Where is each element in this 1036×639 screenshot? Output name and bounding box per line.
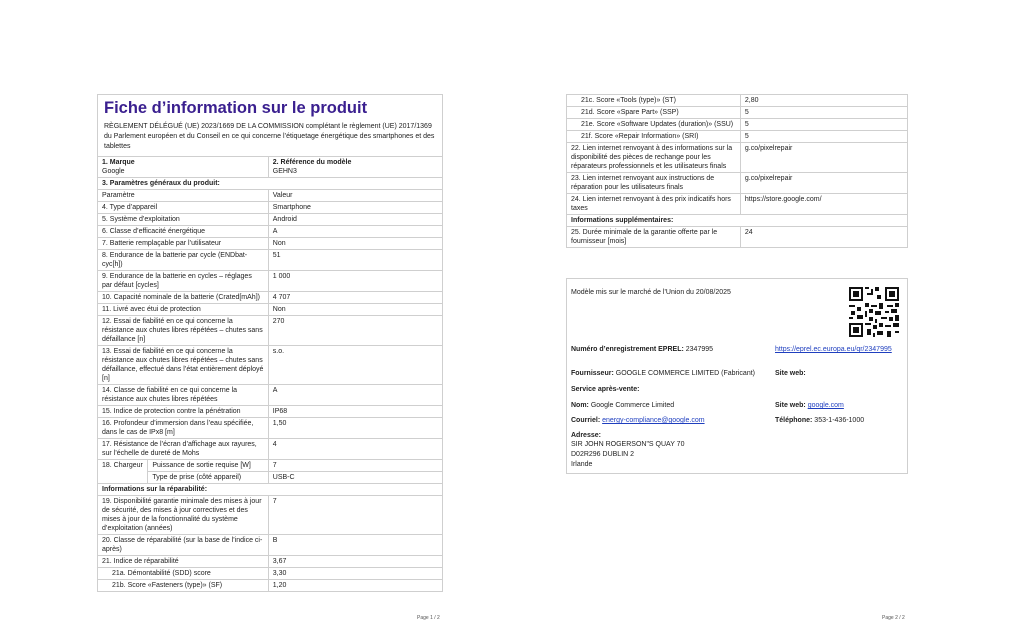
service-name: Nom: Google Commerce Limited — [571, 402, 675, 409]
eprel-number: 2347995 — [685, 346, 714, 353]
row-label: 23. Lien internet renvoyant aux instructions de réparation pour les utilisateurs finals — [567, 173, 740, 194]
table-row — [567, 143, 907, 173]
value-header: Valeur — [268, 190, 442, 202]
row-value: 24 — [740, 227, 907, 248]
eprel-link[interactable]: https://eprel.ec.europa.eu/qr/2347995 — [775, 346, 892, 353]
row-value: g.co/pixelrepair — [740, 173, 907, 194]
table-row — [567, 131, 907, 143]
row-label: 13. Essai de fiabilité en ce qui concerne la résistance aux chutes libres répétées – chutes sans défaillance, effectué dans l’état entièrement déployé [n] — [98, 346, 268, 385]
section-repairability: Informations sur la réparabilité: — [98, 484, 442, 496]
service-website: Site web: google.com — [775, 402, 844, 409]
table-row — [567, 119, 907, 131]
row-label: 12. Essai de fiabilité en ce qui concerne la résistance aux chutes libres répétées – chutes sans défaillance [n] — [98, 316, 268, 346]
charger-table — [98, 460, 442, 483]
table-row — [98, 439, 442, 460]
row-label: 9. Endurance de la batterie en cycles – réglages par défaut [cycles] — [98, 271, 268, 292]
charger-label: 18. Chargeur — [102, 462, 143, 469]
table-row — [98, 472, 442, 484]
row-value: Android — [268, 214, 442, 226]
supplier: Fournisseur: GOOGLE COMMERCE LIMITED (Fabricant) — [571, 370, 755, 377]
regulation-subtitle: RÈGLEMENT DÉLÉGUÉ (UE) 2023/1669 DE LA COMMISSION complétant le règlement (UE) 2017/1369 du Parlement européen et du Conseil en ce qui concerne l’étiquetage énergétique des smartphones et des tablettes — [104, 123, 435, 150]
row-value: 5 — [740, 119, 907, 131]
row-label: 11. Livré avec étui de protection — [98, 304, 268, 316]
product-info-sheet-page-2 — [566, 94, 908, 248]
row-value: Non — [268, 304, 442, 316]
service-phone: Téléphone: 353-1-436-1000 — [775, 417, 865, 424]
row-value: 5 — [740, 131, 907, 143]
table-row — [98, 292, 442, 304]
service-email: Courriel: energy-compliance@google.com — [571, 417, 705, 424]
market-date: Modèle mis sur le marché de l’Union du 20/08/2025 — [571, 289, 731, 296]
page-number-2: Page 2 / 2 — [882, 615, 905, 621]
row-value: 1,50 — [268, 418, 442, 439]
table-row — [98, 385, 442, 406]
table-row — [98, 214, 442, 226]
row-value: 2,80 — [740, 95, 907, 107]
row-label: 15. Indice de protection contre la pénétration — [98, 406, 268, 418]
row-label: 17. Résistance de l’écran d’affichage aux rayures, sur l’échelle de dureté de Mohs — [98, 439, 268, 460]
supplier-website: Site web: — [775, 370, 806, 377]
product-info-sheet-page-1 — [97, 94, 443, 592]
table-row — [98, 535, 442, 556]
model-label: 2. Référence du modèle GEHN3 — [268, 157, 442, 178]
row-value: 1 000 — [268, 271, 442, 292]
table-row — [98, 316, 442, 346]
table-row — [98, 304, 442, 316]
table-row — [98, 496, 442, 535]
row-value: Smartphone — [268, 202, 442, 214]
row-value: https://store.google.com/ — [740, 194, 907, 215]
service-name-value: Google Commerce Limited — [590, 402, 675, 409]
table-row — [98, 157, 442, 178]
row-value: 270 — [268, 316, 442, 346]
row-value: IP68 — [268, 406, 442, 418]
address-line-1: SIR JOHN ROGERSON"S QUAY 70 — [571, 441, 685, 448]
charger-power-label: Puissance de sortie requise [W] — [148, 460, 268, 472]
row-value: A — [268, 385, 442, 406]
row-label: 22. Lien internet renvoyant à des informations sur la disponibilité des pièces de rechange pour les réparateurs professionnels et les utilisateurs finals — [567, 143, 740, 173]
row-value: 3,30 — [268, 568, 442, 580]
brand-value: Google — [102, 168, 125, 175]
address-line-3: Irlande — [571, 461, 593, 468]
repairability-table-continued — [567, 95, 907, 247]
table-row — [567, 95, 907, 107]
row-label: 21f. Score «Repair Information» (SRI) — [567, 131, 740, 143]
row-label: 21c. Score «Tools (type)» (ST) — [581, 97, 676, 104]
row-label: 6. Classe d’efficacité énergétique — [98, 226, 268, 238]
address-line-2: D02R296 DUBLIN 2 — [571, 451, 635, 458]
row-value: 7 — [268, 496, 442, 535]
table-row — [98, 226, 442, 238]
table-row — [98, 250, 442, 271]
row-value: 4 — [268, 439, 442, 460]
table-row — [567, 173, 907, 194]
qr-code-icon — [849, 287, 899, 337]
row-label: 5. Système d’exploitation — [98, 214, 268, 226]
product-parameters-table — [98, 157, 442, 591]
supplier-value: GOOGLE COMMERCE LIMITED (Fabricant) — [615, 370, 755, 377]
table-row — [98, 484, 442, 496]
page-title: Fiche d’information sur le produit — [104, 99, 368, 117]
row-value: s.o. — [268, 346, 442, 385]
row-label: 21a. Démontabilité (SDD) score — [98, 568, 268, 580]
row-label: 4. Type d’appareil — [98, 202, 268, 214]
table-row — [98, 202, 442, 214]
section-general-params: 3. Paramètres généraux du produit: — [98, 178, 442, 190]
table-row — [98, 271, 442, 292]
row-value: A — [268, 226, 442, 238]
table-row — [98, 406, 442, 418]
table-row — [567, 227, 907, 248]
row-label: 21d. Score «Spare Part» (SSP) — [567, 107, 740, 119]
address-label: Adresse: — [571, 432, 601, 439]
table-row — [567, 215, 907, 227]
table-row — [98, 568, 442, 580]
row-label: 21e. Score «Software Updates (duration)» (SSU) — [567, 119, 740, 131]
row-label: 21. Indice de réparabilité — [98, 556, 268, 568]
service-website-link[interactable]: google.com — [807, 402, 844, 409]
table-row — [98, 418, 442, 439]
charger-plug-label: Type de prise (côté appareil) — [148, 472, 268, 484]
section-additional-info: Informations supplémentaires: — [567, 215, 907, 227]
row-value: 51 — [268, 250, 442, 271]
row-value: g.co/pixelrepair — [740, 143, 907, 173]
row-label: 21b. Score «Fasteners (type)» (SF) — [98, 580, 268, 592]
row-value: 4 707 — [268, 292, 442, 304]
model-value: GEHN3 — [272, 168, 297, 175]
brand-label: 1. Marque Google — [102, 159, 135, 175]
email-link[interactable]: energy-compliance@google.com — [602, 417, 705, 424]
charger-plug-value: USB-C — [268, 472, 442, 484]
row-value: 3,67 — [268, 556, 442, 568]
table-row — [98, 460, 442, 472]
table-row — [98, 556, 442, 568]
table-row — [98, 190, 442, 202]
param-header: Paramètre — [98, 190, 268, 202]
page-number-1: Page 1 / 2 — [417, 615, 440, 621]
table-row — [567, 107, 907, 119]
model-info-box — [566, 278, 908, 474]
row-label: 20. Classe de réparabilité (sur la base de l’indice ci-après) — [98, 535, 268, 556]
table-row — [98, 238, 442, 250]
phone-value: 353-1-436-1000 — [814, 417, 865, 424]
table-row — [98, 178, 442, 190]
row-label: 25. Durée minimale de la garantie offerte par le fournisseur [mois] — [567, 227, 740, 248]
charger-power-value: 7 — [268, 460, 442, 472]
table-row — [98, 346, 442, 385]
row-value: B — [268, 535, 442, 556]
table-row — [98, 580, 442, 592]
row-label: 24. Lien internet renvoyant à des prix indicatifs hors taxes — [567, 194, 740, 215]
after-sales-label: Service après-vente: — [571, 386, 640, 393]
row-label: 16. Profondeur d’immersion dans l’eau spécifiée, dans le cas de IPx8 [m] — [98, 418, 268, 439]
row-value: 1,20 — [268, 580, 442, 592]
charger-row — [98, 460, 442, 484]
row-value: Non — [268, 238, 442, 250]
table-row — [567, 194, 907, 215]
row-value: 5 — [740, 107, 907, 119]
row-label: 19. Disponibilité garantie minimale des mises à jour de sécurité, des mises à jour correctives et des mises à jour de la fonctionnalité du système d’exploitation (années) — [98, 496, 268, 535]
row-label: 7. Batterie remplaçable par l’utilisateur — [98, 238, 268, 250]
row-label: 10. Capacité nominale de la batterie (Crated[mAh]) — [98, 292, 268, 304]
row-label: 8. Endurance de la batterie par cycle (ENDbat-cyc[h]) — [98, 250, 268, 271]
sheet-header — [98, 95, 442, 157]
charger-cell — [98, 460, 442, 484]
eprel-registration: Numéro d’enregistrement EPREL: 2347995 — [571, 346, 714, 353]
row-label: 14. Classe de fiabilité en ce qui concerne la résistance aux chutes libres répétées — [98, 385, 268, 406]
